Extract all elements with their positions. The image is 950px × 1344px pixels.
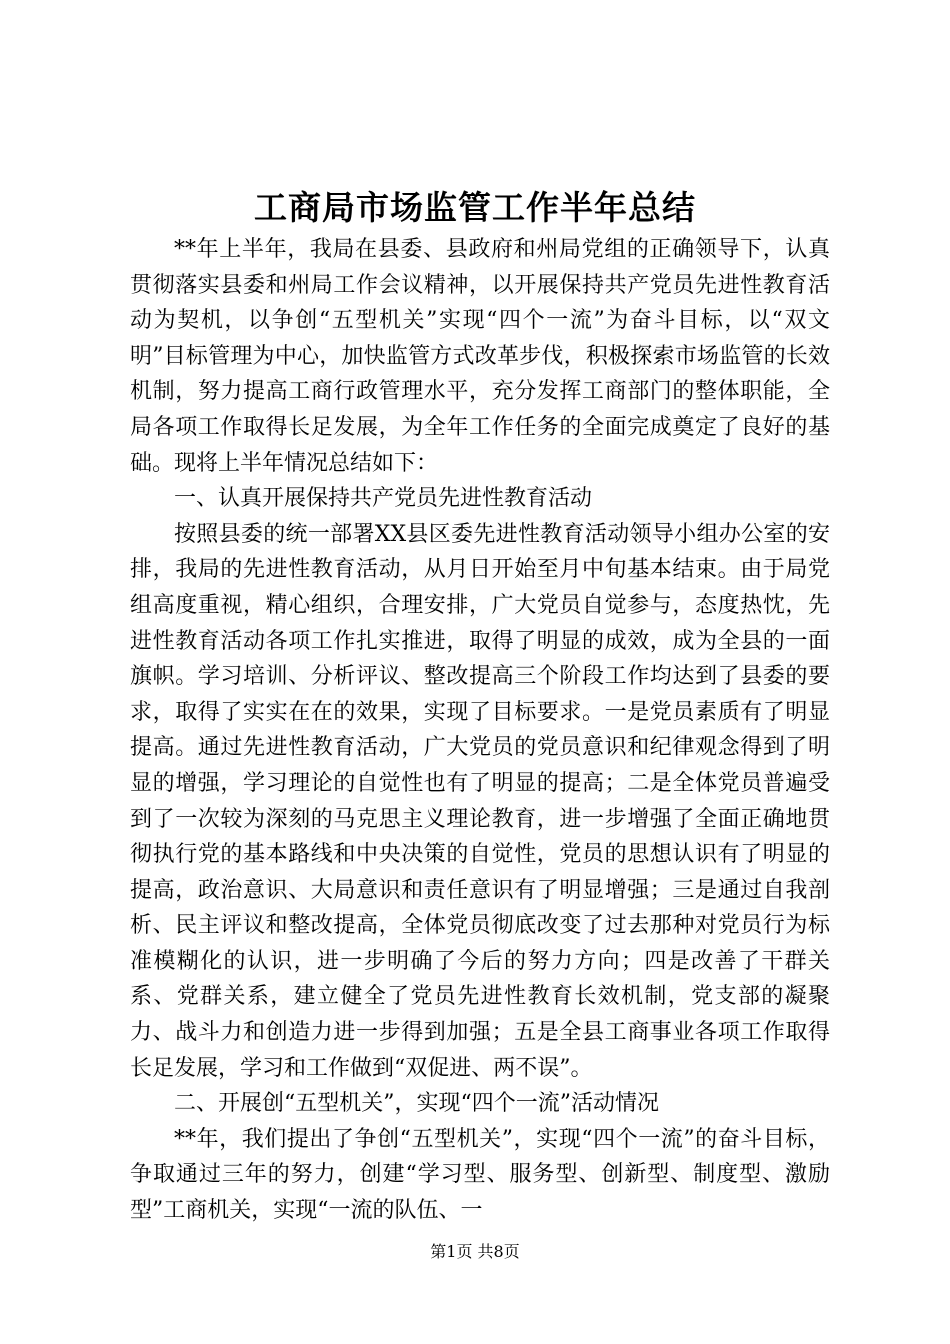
section-heading-2: 二、开展创“五型机关”，实现“四个一流”活动情况 bbox=[174, 1091, 659, 1117]
document-body bbox=[130, 232, 830, 1229]
document-title: 工商局市场监管工作半年总结 bbox=[254, 188, 696, 227]
section-1-paragraph: 按照县委的统一部署XX县区委先进性教育活动领导小组办公室的安排，我局的先进性教育活动，从月日开始至月中旬基本结束。由于局党组高度重视，精心组织，合理安排，广大党员自觉参与，态度热忱，先进性教育活动各项工作扎实推进，取得了明显的成效，成为全县的一面旗帜。学习培训、分析评议、整改提高三个阶段工作均达到了县委的要求，取得了实实在在的效果，实现了目标要求。一是党员素质有了明显提高。通过先进性教育活动，广大党员的党员意识和纪律观念得到了明显的增强，学习理论的自觉性也有了明显的提高；二是全体党员普遍受到了一次较为深刻的马克思主义理论教育，进一步增强了全面正确地贯彻执行党的基本路线和中央决策的自觉性，党员的思想认识有了明显的提高，政治意识、大局意识和责任意识有了明显增强；三是通过自我剖析、民主评议和整改提高，全体党员彻底改变了过去那种对党员行为标准模糊化的认识，进一步明确了今后的努力方向；四是改善了干群关系、党群关系，建立健全了党员先进性教育长效机制，党支部的凝聚力、战斗力和创造力进一步得到加强；五是全县工商事业各项工作取得长足发展，学习和工作做到“双促进、两不误”。 bbox=[130, 521, 830, 1081]
page-number-footer: 第1页 共8页 bbox=[430, 1242, 520, 1261]
intro-paragraph: **年上半年，我局在县委、县政府和州局党组的正确领导下，认真贯彻落实县委和州局工作会议精神，以开展保持共产党员先进性教育活动为契机，以争创“五型机关”实现“四个一流”为奋斗目标，以“双文明”目标管理为中心，加快监管方式改革步伐，积极探索市场监管的长效机制，努力提高工商行政管理水平，充分发挥工商部门的整体职能，全局各项工作取得长足发展，为全年工作任务的全面完成奠定了良好的基础。现将上半年情况总结如下： bbox=[130, 237, 830, 476]
section-heading-1: 一、认真开展保持共产党员先进性教育活动 bbox=[174, 486, 593, 512]
section-2-paragraph: **年，我们提出了争创“五型机关”，实现“四个一流”的奋斗目标，争取通过三年的努力，创建“学习型、服务型、创新型、制度型、激励型”工商机关，实现“一流的队伍、一 bbox=[130, 1126, 830, 1224]
